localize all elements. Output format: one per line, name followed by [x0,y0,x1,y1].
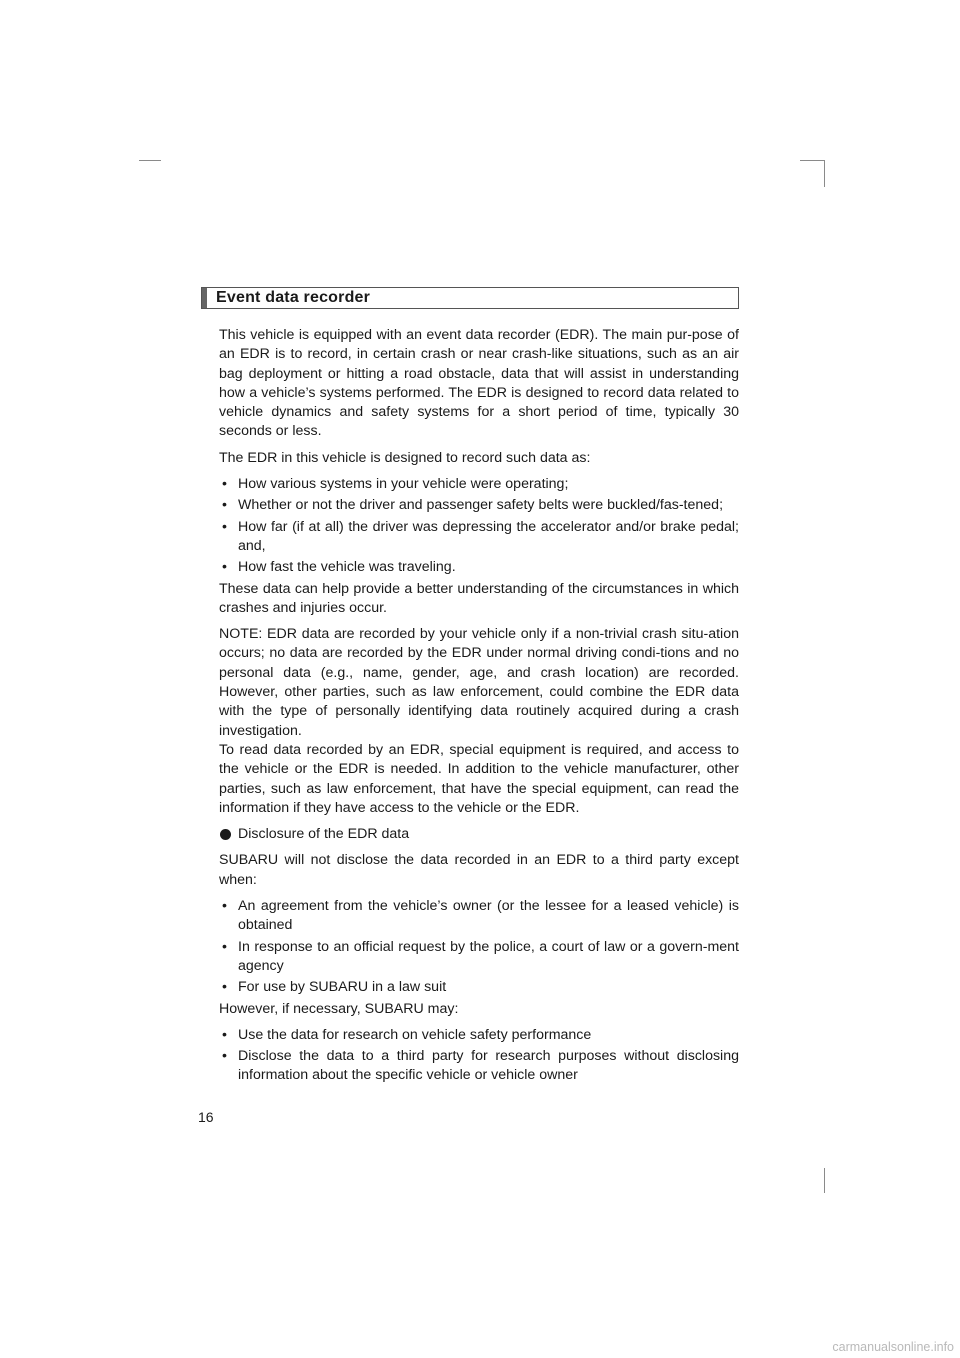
disclosure-lead: SUBARU will not disclose the data recorded in an EDR to a third party except when: [219,852,739,888]
section-title: Event data recorder [216,289,371,306]
list-item-text: How fast the vehicle was traveling. [238,559,456,576]
list-item [219,897,739,936]
watermark: carmanualsonline.info [832,1340,954,1354]
disclosure-heading [219,825,739,844]
record-lead: The EDR in this vehicle is designed to record such data as: [219,449,591,466]
bullet-icon: • [222,1048,227,1065]
section-header [201,287,739,309]
list-item-text: Disclose the data to a third party for research purposes without disclosing information about the specific vehicle or vehicle owner [238,1048,739,1084]
crop-mark-top-right-h [800,160,825,161]
section-header-bar [202,288,207,308]
list-item [219,558,739,577]
list-item [219,1026,739,1045]
page-number: 16 [198,1109,214,1125]
list-item-text: Use the data for research on vehicle safety performance [238,1026,592,1043]
list-item [219,938,739,977]
list-item-text: How far (if at all) the driver was depressing the accelerator and/or brake pedal; and, [238,518,739,554]
bullet-icon: • [222,898,227,915]
record-list [219,475,739,577]
crop-mark-bottom-right-v [824,1168,825,1193]
read-data-paragraph: To read data recorded by an EDR, special equipment is required, and access to the vehicle or the EDR is needed. In addition to the vehicle manufacturer, other parties, such as law enforcement, that have the special equipment, can read the information if they have access to the vehicle or the EDR. [219,741,739,816]
list-item-text: In response to an official request by the police, a court of law or a govern-ment agency [238,938,739,974]
list-item-text: For use by SUBARU in a law suit [238,979,447,996]
however-lead: However, if necessary, SUBARU may: [219,1000,459,1017]
list-item-text: An agreement from the vehicle’s owner (or the lessee for a leased vehicle) is obtained [238,898,739,934]
crop-mark-top-right-v [824,160,825,187]
bullet-icon: • [222,518,227,535]
list-item [219,518,739,557]
bullet-icon: • [222,1026,227,1043]
list-item [219,496,739,515]
however-list [219,1026,739,1086]
bullet-icon: • [222,497,227,514]
crop-mark-top-left [139,160,161,161]
list-item [219,978,739,997]
list-item [219,1047,739,1086]
disclosure-heading-text: Disclosure of the EDR data [238,826,410,843]
page-content [219,326,739,1088]
bullet-icon: • [222,559,227,576]
list-item [219,475,739,494]
bullet-icon: • [222,938,227,955]
bullet-icon: • [222,979,227,996]
disclosure-list [219,897,739,997]
list-item-text: How various systems in your vehicle were operating; [238,476,569,493]
filled-circle-icon [220,829,231,840]
understanding-paragraph: These data can help provide a better understanding of the circumstances in which crashes and injuries occur. [219,580,739,616]
list-item-text: Whether or not the driver and passenger safety belts were buckled/fas-tened; [238,497,724,514]
note-paragraph: NOTE: EDR data are recorded by your vehicle only if a non-trivial crash situ-ation occurs; no data are recorded by the EDR under normal driving condi-tions and no personal data (e.g., name, gender, age, and crash location) are recorded. However, other parties, such as law enforcement, could combine the EDR data with the type of personally identifying data routinely acquired during a crash investigation. [219,626,739,739]
intro-paragraph: This vehicle is equipped with an event data recorder (EDR). The main pur-pose of an EDR is to record, in certain crash or near crash-like situations, such as an air bag deployment or hitting a road obstacle, data that will assist in understanding how a vehicle’s systems performed. The EDR is designed to record data related to vehicle dynamics and safety systems for a short period of time, typically 30 seconds or less. [219,327,739,440]
bullet-icon: • [222,476,227,493]
